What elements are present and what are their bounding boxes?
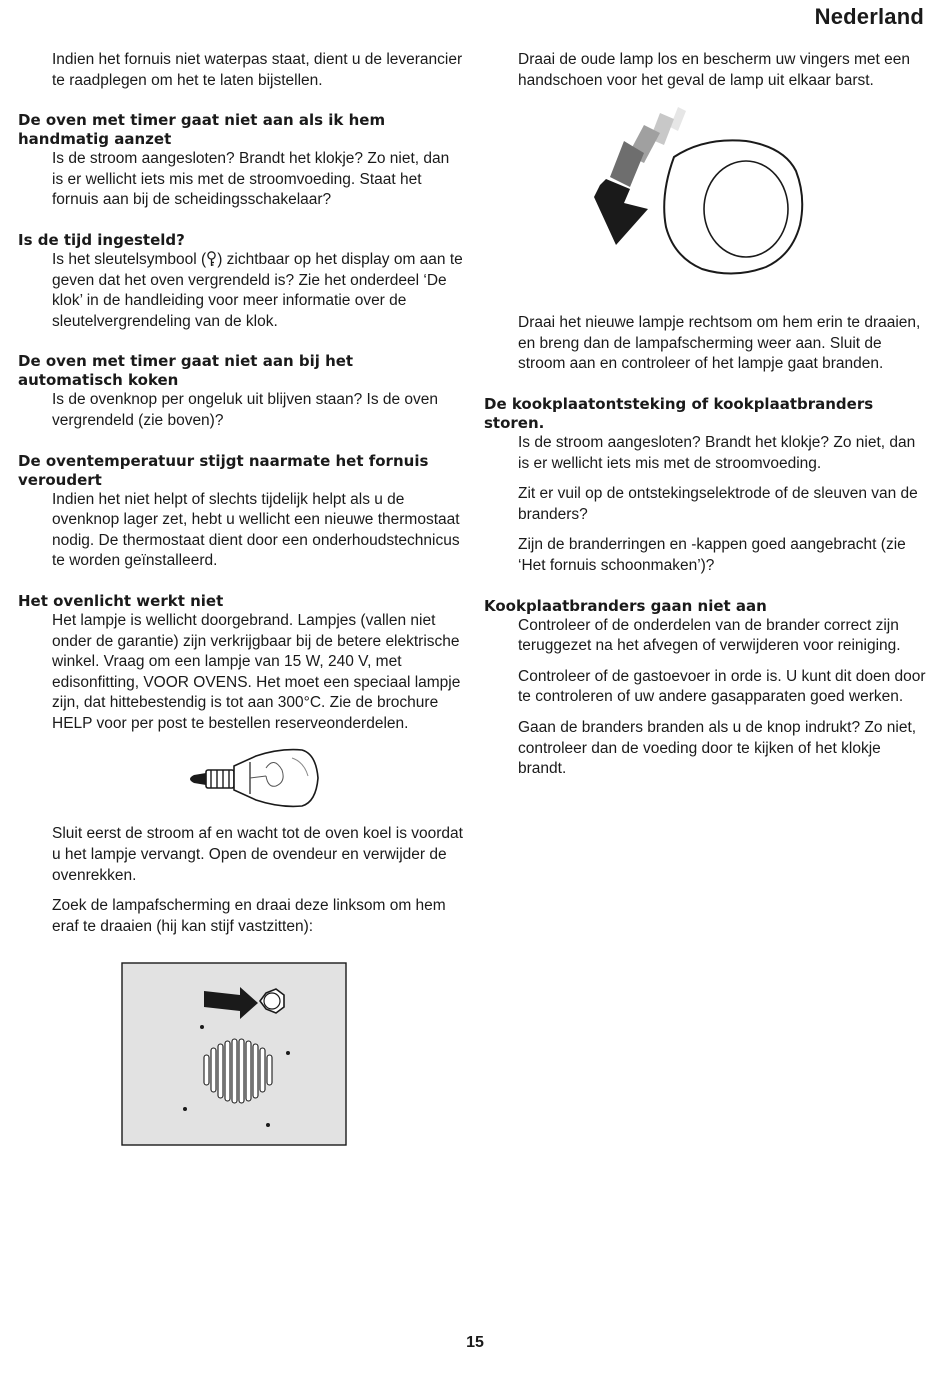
screw-dot-bottom-right [266,1123,270,1127]
section-heading-oven-temperature: De oventemperatuur stijgt naarmate het fornuis veroudert [18,451,429,489]
left-column [18,50,463,1157]
section-text-manual-timer: Is de stroom aangesloten? Brandt het klokje? Zo niet, dan is er wellicht iets mis met de stroomvoeding. Staat het fornuis aan bij de scheidingsschakelaar? [52,150,450,209]
section-text-hob-ignition-3: Zijn de branderringen en -kappen goed aangebracht (zie ‘Het fornuis schoonmaken’)? [518,536,906,574]
instruction-unscrew-old-lamp: Draai de oude lamp los en bescherm uw vingers met een handschoen voor het geval de lamp uit elkaar barst. [518,51,911,89]
section-text-hob-ignition-1: Is de stroom aangesloten? Brandt het klokje? Zo niet, dan is er wellicht iets mis met de stroomvoeding. [518,433,916,472]
section-text-oven-temperature: Indien het niet helpt of slechts tijdelijk helpt als u de ovenknop lager zet, hebt u wellicht een nieuwe thermostaat nodig. De thermostaat dient door een onderhoudstechnicus te worden geïnstalleerd. [52,490,460,570]
section-text-burners-3: Gaan de branders branden als u de knop indrukt? Zo niet, controleer dan de voeding door te kijken of het klokje brandt. [518,718,917,778]
section-text-burners-1: Controleer of de onderdelen van de brander correct zijn teruggezet na het afvegen of verwijderen voor reiniging. [518,616,901,655]
section-heading-hob-ignition: De kookplaatontsteking of kookplaatbranders storen. [484,394,874,432]
instruction-turn-off-power: Sluit eerst de stroom af en wacht tot de oven koel is voordat u het lampje vervangt. Open de ovendeur en verwijder de ovenrekken. [52,825,463,884]
section-text-hob-ignition-2: Zit er vuil op de ontstekingselektrode of de sleuven van de branders? [518,485,918,523]
page-number: 15 [466,1334,484,1351]
screw-dot-bottom-left [183,1107,187,1111]
section-text-burners-2: Controleer of de gastoevoer in orde is. U kunt dit doen door te controleren of uw andere gasapparaten goed werken. [518,667,926,706]
screw-dot-top-left [200,1025,204,1029]
right-column [484,50,929,780]
section-text-time-set: Is het sleutelsymbool ( ) zichtbaar op het display om aan te geven dat het oven vergrendeld is? Zie het onderdeel ‘De klok’ in de handleiding voor meer informatie over de sleutelvergrendeling van de klok. [52,250,463,330]
screw-dot-right [286,1051,290,1055]
section-heading-manual-timer: De oven met timer gaat niet aan als ik hem handmatig aanzet [18,111,386,149]
section-heading-oven-light: Het ovenlicht werkt niet [18,591,224,610]
bulb-glass-icon [234,750,318,807]
language-heading: Nederland [814,4,924,29]
key-icon [206,251,217,267]
light-bulb-illustration [18,742,463,814]
instruction-screw-new-lamp: Draai het nieuwe lampje rechtsom om hem erin te draaien, en breng dan de lampafscherming weer aan. Sluit de stroom aan en controleer of het lampje gaat branden. [518,314,921,373]
lamp-cover-rotation-diagram [484,97,929,303]
section-text-oven-light: Het lampje is wellicht doorgebrand. Lampjes (vallen niet onder de garantie) zijn verkrijgbaar bij de betere elektrische winkel. Vraag om een lampje van 15 W, 240 V, met edisonfitting, VOOR OVENS. Het moet een speciaal lampje zijn, dat hittebestendig is tot aan 300°C. Zie de brochure HELP voor per post te bestellen reserveonderdelen. [52,611,461,732]
section-heading-burners-not-lighting: Kookplaatbranders gaan niet aan [484,596,767,615]
section-text-auto-cooking: Is de ovenknop per ongeluk uit blijven staan? Is de oven vergrendeld (zie boven)? [52,391,439,429]
oven-lamp-cover-diagram [18,961,463,1157]
section-heading-auto-cooking: De oven met timer gaat niet aan bij het automatisch koken [18,352,354,390]
section-heading-time-set: Is de tijd ingesteld? [18,230,185,249]
bulb-base-icon [190,770,234,788]
instruction-find-cover: Zoek de lampafscherming en draai deze linksom om hem eraf te draaien (hij kan stijf vastzitten): [52,897,446,935]
intro-paragraph: Indien het fornuis niet waterpas staat, dient u de leverancier te raadplegen om het te laten bijstellen. [52,51,463,89]
lamp-cover-outline-icon [664,141,802,274]
